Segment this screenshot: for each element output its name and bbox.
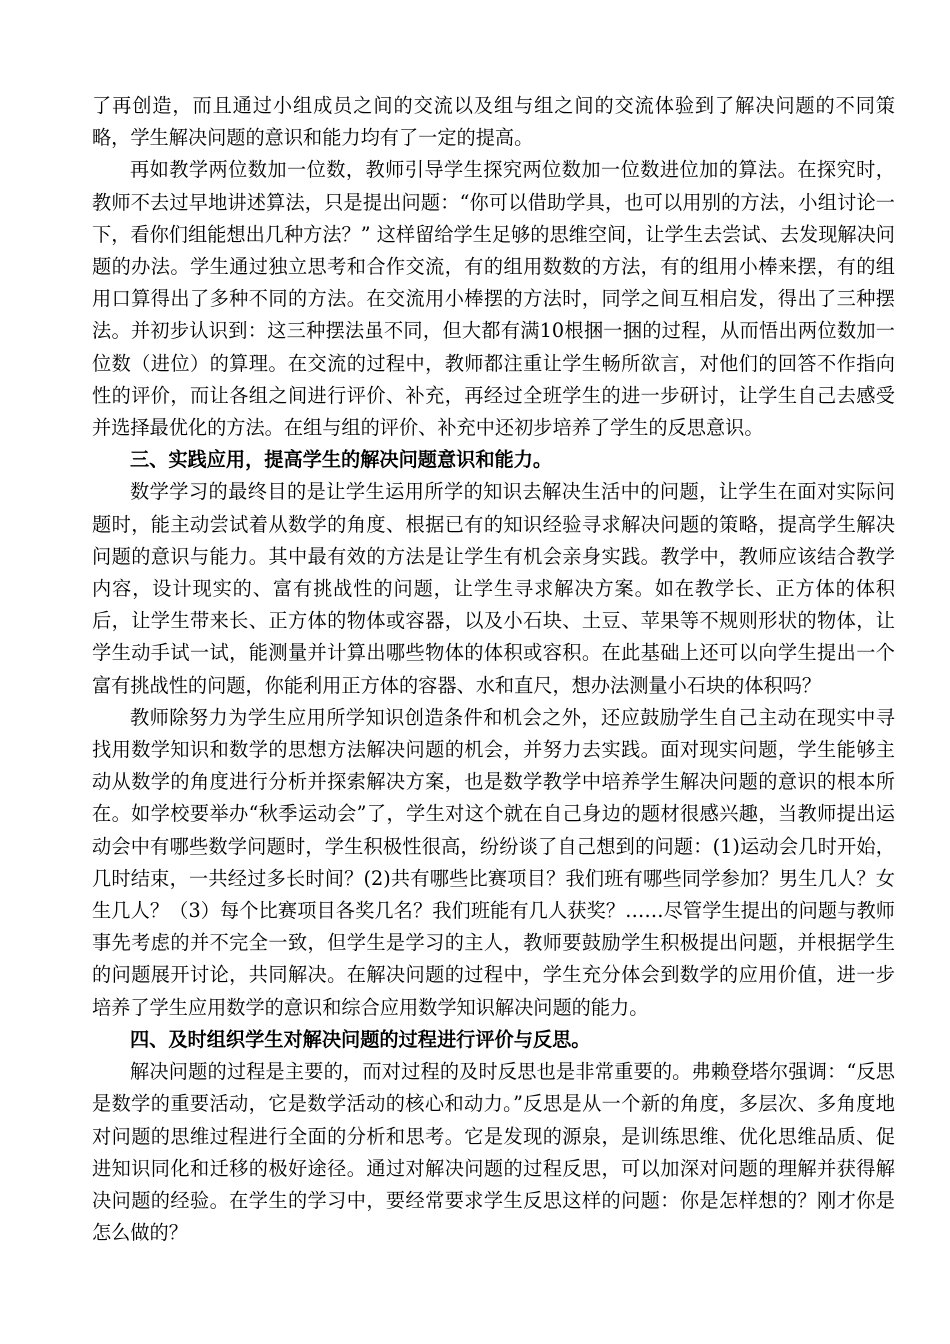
section-heading-3: 三、实践应用，提高学生的解决问题意识和能力。 — [130, 448, 553, 472]
paragraph-sports-meet-example: 教师除努力为学生应用所学知识创造条件和机会之外，还应鼓励学生自己主动在现实中寻找用数学知识和数学的思想方法解决问题的机会，并努力去实践。面对现实问题，学生能够主动从数学的角度进行分析并探索解决方案，也是数学教学中培养学生解决问题的意识的根本所在。如学校要举办“秋季运动会”了，学生对这个就在自己身边的题材很感兴趣，当教师提出运动会中有哪些数学问题时，学生积极性很高，纷纷谈了自己想到的问题：(1)运动会几时开始，几时结束，一共经过多长时间？(2)共有哪些比赛项目？我们班有哪些同学参加？男生几人？女生几人？（3）每个比赛项目各奖几名？我们班能有几人获奖？……尽管学生提出的问题与教师事先考虑的并不完全一致，但学生是学习的主人，教师要鼓励学生积极提出问题，并根据学生的问题展开讨论，共同解决。在解决问题的过程中，学生充分体会到数学的应用价值，进一步培养了学生应用数学的意识和综合应用数学知识解决问题的能力。 — [92, 705, 895, 1019]
paragraph-two-digit-addition: 再如教学两位数加一位数，教师引导学生探究两位数加一位数进位加的算法。在探究时，教师不去过早地讲述算法，只是提出问题：“你可以借助学具，也可以用别的方法，小组讨论一下，看你们组能想出几种方法？” 这样留给学生足够的思维空间，让学生去尝试、去发现解决问题的办法。学生通过独立思考和合作交流，有的组用数数的方法，有的组用小棒来摆，有的组用口算得出了多种不同的方法。在交流用小棒摆的方法时，同学之间互相启发，得出了三种摆法。并初步认识到：这三种摆法虽不同，但大都有满10根捆一捆的过程，从而悟出两位数加一位数（进位）的算理。在交流的过程中，教师都注重让学生畅所欲言，对他们的回答不作指向性的评价，而让各组之间进行评价、补充，再经过全班学生的进一步研讨，让学生自己去感受并选择最优化的方法。在组与组的评价、补充中还初步培养了学生的反思意识。 — [92, 158, 895, 440]
paragraph-continued: 了再创造，而且通过小组成员之间的交流以及组与组之间的交流体验到了解决问题的不同策略，学生解决问题的意识和能力均有了一定的提高。 — [92, 94, 895, 150]
document-page — [92, 90, 895, 1249]
paragraph-practical-application: 数学学习的最终目的是让学生运用所学的知识去解决生活中的问题，让学生在面对实际问题时，能主动尝试着从数学的角度、根据已有的知识经验寻求解决问题的策略，提高学生解决问题的意识与能力。其中最有效的方法是让学生有机会亲身实践。教学中，教师应该结合教学内容，设计现实的、富有挑战性的问题，让学生寻求解决方案。如在教学长、正方体的体积后，让学生带来长、正方体的物体或容器，以及小石块、土豆、苹果等不规则形状的物体，让学生动手试一试，能测量并计算出哪些物体的体积或容积。在此基础上还可以向学生提出一个富有挑战性的问题，你能利用正方体的容器、水和直尺，想办法测量小石块的体积吗？ — [92, 480, 895, 697]
section-heading-4: 四、及时组织学生对解决问题的过程进行评价与反思。 — [130, 1027, 591, 1051]
paragraph-reflection: 解决问题的过程是主要的，而对过程的及时反思也是非常重要的。弗赖登塔尔强调：“反思是数学的重要活动，它是数学活动的核心和动力。”反思是从一个新的角度，多层次、多角度地对问题的思维过程进行全面的分析和思考。它是发现的源泉，是训练思维、优化思维品质、促进知识同化和迁移的极好途径。通过对解决问题的过程反思，可以加深对问题的理解并获得解决问题的经验。在学生的学习中，要经常要求学生反思这样的问题：你是怎样想的？刚才你是怎么做的？ — [92, 1060, 895, 1245]
